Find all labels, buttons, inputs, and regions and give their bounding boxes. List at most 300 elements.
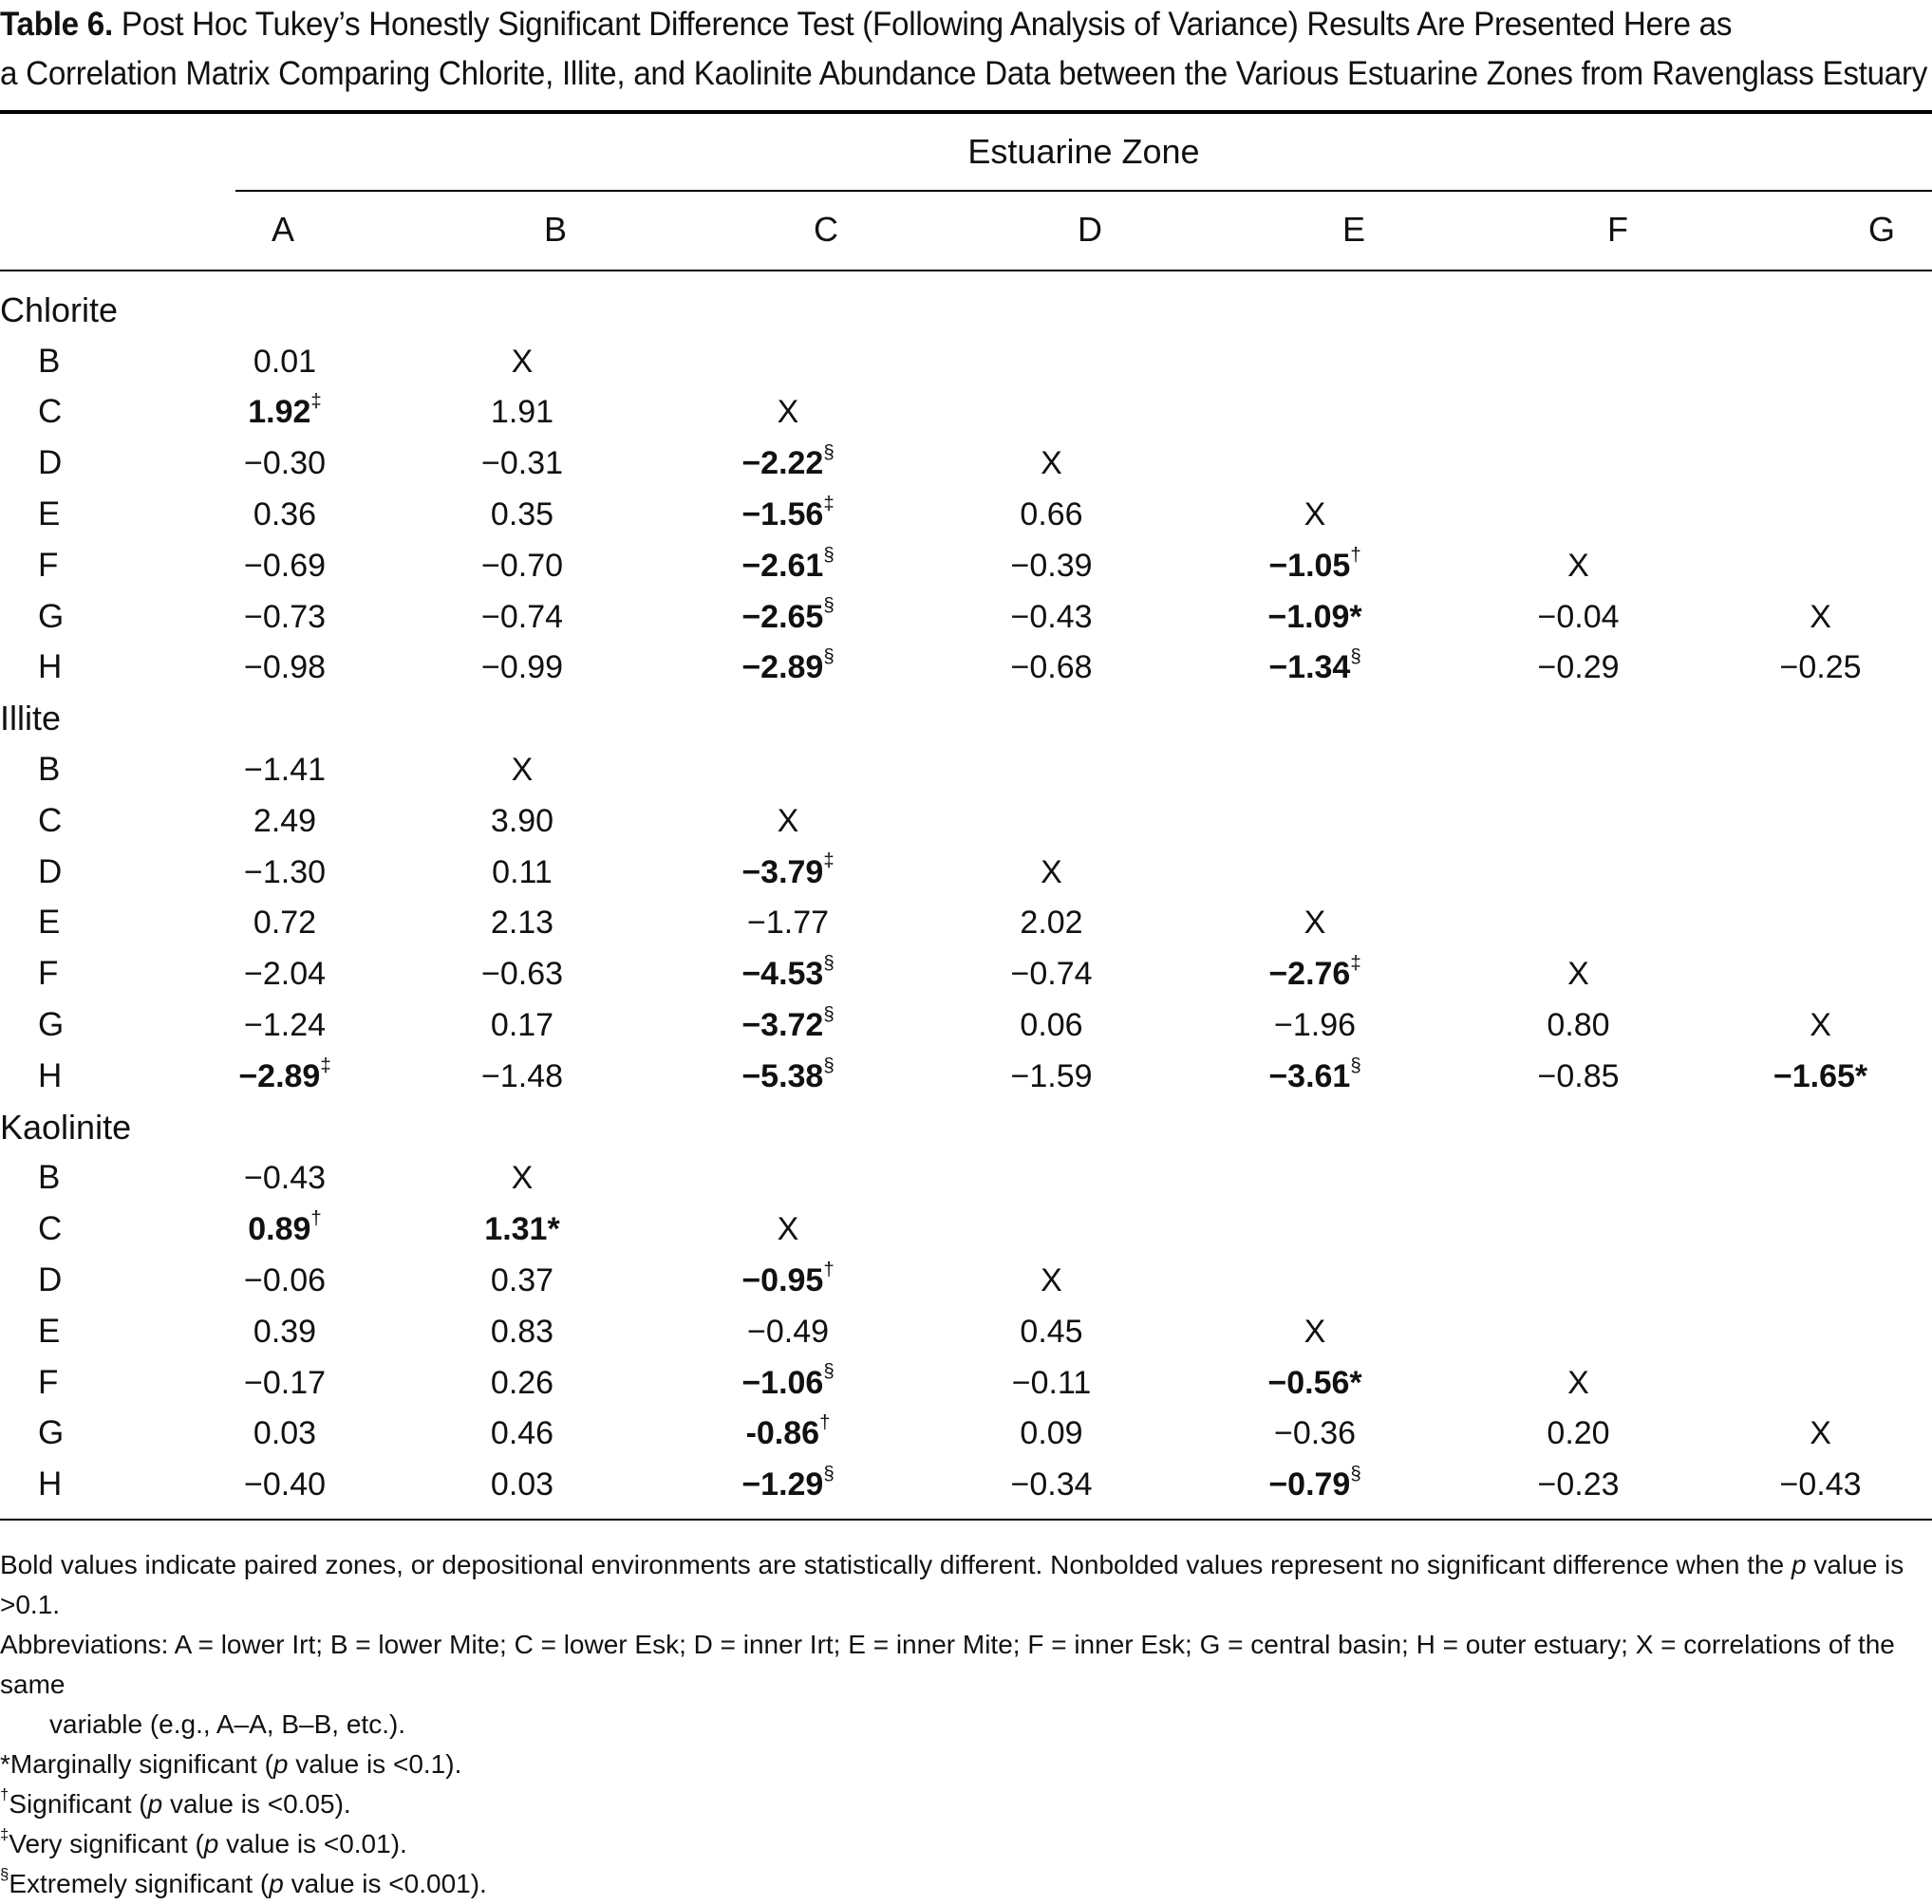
matrix-cell: [921, 1459, 1182, 1510]
cell-value: X: [1041, 445, 1062, 482]
matrix-cell: [1448, 489, 1709, 540]
matrix-cell: [1709, 591, 1932, 643]
matrix-cell: [180, 1306, 389, 1357]
section-label: Chlorite: [0, 289, 119, 329]
section-row-kaolinite: [0, 1102, 1932, 1153]
significance-mark: §: [1350, 1463, 1361, 1484]
matrix-cell: [1709, 898, 1932, 949]
cell-value: 2.02: [1020, 905, 1083, 942]
matrix-cell: [655, 847, 921, 898]
matrix-cell: [389, 643, 655, 694]
table-row: [0, 1255, 1932, 1306]
row-label: H: [38, 1465, 63, 1503]
matrix-cell: [921, 438, 1182, 489]
cell-value: −1.24: [243, 1007, 327, 1044]
cell-value: −1.41: [243, 752, 327, 789]
section-label: Illite: [0, 699, 62, 738]
cell-value: −0.11: [1011, 1364, 1092, 1401]
cell-value: −3.61: [1268, 1057, 1351, 1094]
matrix-cell: [180, 387, 389, 439]
table-row: [0, 1153, 1932, 1204]
cell-value: 0.17: [490, 1007, 554, 1044]
cell-value: 1.31*: [484, 1211, 560, 1248]
column-header-a: A: [271, 210, 294, 249]
cell-value: −1.29: [741, 1466, 824, 1503]
cell-value: −0.29: [1537, 649, 1620, 686]
cell-value: 3.90: [490, 802, 554, 839]
matrix-cell: [180, 1409, 389, 1460]
matrix-cell: [1448, 744, 1709, 795]
cell-value: −1.48: [480, 1057, 564, 1094]
row-label: C: [38, 1210, 63, 1248]
matrix-cell: [180, 948, 389, 999]
cell-value: −0.74: [1010, 956, 1093, 993]
significance-mark: §: [823, 1361, 835, 1383]
column-header-g: G: [1867, 210, 1895, 249]
cell-value: −0.69: [243, 547, 327, 584]
row-label: D: [38, 444, 63, 482]
cell-value: −0.68: [1010, 649, 1093, 686]
matrix-cell: [180, 1357, 389, 1409]
matrix-cell: [389, 744, 655, 795]
matrix-cell: [1709, 1255, 1932, 1306]
cell-value: 0.20: [1547, 1415, 1610, 1452]
row-label: D: [38, 1261, 63, 1299]
significance-mark: ‡: [320, 1055, 331, 1076]
bold-note: Bold values indicate paired zones, or depositional environments are statistically different. Nonbolded values represent no significant difference when the p value is >0.1.: [0, 1550, 1904, 1619]
matrix-cell: [921, 336, 1182, 387]
cell-value: X: [1304, 1313, 1326, 1350]
matrix-cell: [180, 336, 389, 387]
matrix-cell: [389, 948, 655, 999]
matrix-cell: [180, 438, 389, 489]
cell-value: X: [511, 343, 534, 380]
cell-value: 0.03: [253, 1415, 317, 1452]
cell-value: −0.63: [480, 956, 564, 993]
row-label: H: [38, 648, 63, 686]
matrix-cell: [655, 1255, 921, 1306]
cell-value: −0.04: [1537, 598, 1620, 635]
row-label: D: [38, 852, 63, 890]
section-label: Kaolinite: [0, 1107, 132, 1147]
cell-value: −2.76: [1268, 956, 1351, 993]
matrix-cell: [1448, 847, 1709, 898]
matrix-cell: [1709, 540, 1932, 591]
cell-value: −0.34: [1010, 1466, 1093, 1503]
row-label: E: [38, 1312, 61, 1350]
matrix-cell: [1182, 1051, 1448, 1102]
matrix-cell: [921, 489, 1182, 540]
footnotes: [0, 1745, 1932, 1904]
cell-value: −0.25: [1779, 649, 1862, 686]
row-label: B: [38, 342, 61, 380]
matrix-cell: [921, 795, 1182, 847]
matrix-cell: [655, 489, 921, 540]
significance-mark: §: [1350, 646, 1361, 668]
table-row: [0, 1204, 1932, 1255]
matrix-cell: [1709, 999, 1932, 1051]
cell-value: X: [1041, 1262, 1062, 1299]
cell-value: X: [1567, 547, 1589, 584]
matrix-cell: [655, 1357, 921, 1409]
matrix-cell: [921, 1409, 1182, 1460]
matrix-cell: [180, 1051, 389, 1102]
matrix-cell: [1709, 744, 1932, 795]
table-row: [0, 847, 1932, 898]
table-row: [0, 898, 1932, 949]
matrix-cell: [1448, 540, 1709, 591]
significance-mark: §: [823, 544, 835, 566]
matrix-cell: [655, 387, 921, 439]
header-bottom-rule: [0, 270, 1932, 271]
cell-value: −0.49: [746, 1313, 830, 1350]
matrix-cell: [1182, 387, 1448, 439]
cell-value: −0.36: [1273, 1415, 1357, 1452]
table-row: [0, 643, 1932, 694]
cell-value: 0.01: [253, 343, 317, 380]
cell-value: 2.49: [253, 802, 317, 839]
cell-value: -0.86: [745, 1415, 820, 1452]
matrix-cell: [921, 744, 1182, 795]
caption-text-1: Post Hoc Tukey’s Honestly Significant Difference Test (Following Analysis of Variance) Results Are Presented Here as: [121, 6, 1733, 43]
matrix-cell: [1182, 1459, 1448, 1510]
cell-value: X: [1810, 1007, 1831, 1044]
row-label: G: [38, 1006, 65, 1044]
significance-mark: †: [310, 1207, 322, 1229]
cell-value: 1.92: [248, 394, 311, 431]
matrix-cell: [1182, 795, 1448, 847]
cell-value: −2.61: [741, 547, 824, 584]
cell-value: −2.89: [238, 1057, 321, 1094]
footnote-mark: ‡: [0, 1824, 9, 1843]
matrix-cell: [1182, 1255, 1448, 1306]
matrix-cell: [389, 847, 655, 898]
cell-value: −5.38: [741, 1057, 824, 1094]
significance-mark: §: [1350, 1055, 1361, 1076]
cell-value: −0.06: [243, 1262, 327, 1299]
caption-line-2: a Correlation Matrix Comparing Chlorite, Illite, and Kaolinite Abundance Data between the Various Estuarine Zones from Ravenglass Estuary: [0, 55, 1928, 92]
matrix-cell: [389, 1306, 655, 1357]
matrix-cell: [1182, 948, 1448, 999]
cell-value: 0.89: [248, 1211, 311, 1248]
group-header: Estuarine Zone: [967, 132, 1200, 171]
group-header-rule: [235, 190, 1932, 192]
cell-value: −4.53: [741, 956, 824, 993]
matrix-cell: [180, 744, 389, 795]
cell-value: 0.66: [1020, 496, 1083, 533]
cell-value: X: [1304, 905, 1326, 942]
cell-value: −1.34: [1268, 649, 1351, 686]
cell-value: −0.40: [243, 1466, 327, 1503]
footnote: †Significant (p value is <0.05).: [0, 1784, 351, 1819]
cell-value: 0.03: [490, 1466, 554, 1503]
matrix-cell: [655, 795, 921, 847]
cell-value: −0.43: [243, 1160, 327, 1197]
cell-value: −2.65: [741, 598, 824, 635]
matrix-cell: [1448, 1357, 1709, 1409]
matrix-cell: [1182, 847, 1448, 898]
table-row: [0, 948, 1932, 999]
cell-value: −0.31: [480, 445, 564, 482]
significance-mark: ‡: [823, 493, 835, 514]
cell-value: −0.98: [243, 649, 327, 686]
matrix-cell: [389, 1357, 655, 1409]
matrix-cell: [921, 1306, 1182, 1357]
matrix-cell: [1448, 1255, 1709, 1306]
cell-value: −1.59: [1010, 1057, 1093, 1094]
row-label: G: [38, 1414, 65, 1452]
significance-mark: §: [823, 1463, 835, 1484]
matrix-cell: [1448, 1051, 1709, 1102]
cell-value: X: [1810, 598, 1831, 635]
cell-value: −1.30: [243, 853, 327, 890]
matrix-cell: [1182, 1306, 1448, 1357]
cell-value: 1.91: [490, 394, 554, 431]
matrix-cell: [389, 438, 655, 489]
cell-value: X: [777, 394, 799, 431]
matrix-cell: [1709, 1357, 1932, 1409]
cell-value: 0.46: [490, 1415, 554, 1452]
cell-value: 0.37: [490, 1262, 554, 1299]
matrix-cell: [1709, 336, 1932, 387]
matrix-cell: [1448, 336, 1709, 387]
section-row-chlorite: [0, 285, 1932, 336]
table-notes: [0, 1545, 1932, 1904]
significance-mark: §: [823, 1055, 835, 1076]
cell-value: −3.72: [741, 1007, 824, 1044]
row-label: C: [38, 801, 63, 839]
matrix-cell: [1709, 643, 1932, 694]
table-row: [0, 795, 1932, 847]
matrix-cell: [1709, 948, 1932, 999]
cell-value: 0.09: [1020, 1415, 1083, 1452]
cell-value: −1.05: [1268, 547, 1351, 584]
matrix-cell: [1182, 643, 1448, 694]
matrix-cell: [655, 643, 921, 694]
matrix-cell: [921, 1051, 1182, 1102]
matrix-cell: [1709, 1204, 1932, 1255]
cell-value: −0.17: [243, 1364, 327, 1401]
table-row: [0, 591, 1932, 643]
matrix-cell: [1709, 1051, 1932, 1102]
matrix-cell: [389, 387, 655, 439]
matrix-cell: [1182, 336, 1448, 387]
matrix-cell: [389, 1409, 655, 1460]
cell-value: X: [1567, 956, 1589, 993]
matrix-cell: [655, 948, 921, 999]
matrix-cell: [1448, 591, 1709, 643]
matrix-cell: [1182, 489, 1448, 540]
cell-value: −0.70: [480, 547, 564, 584]
cell-value: −1.77: [746, 905, 830, 942]
table-row: [0, 1051, 1932, 1102]
cell-value: 0.45: [1020, 1313, 1083, 1350]
table-row: [0, 1409, 1932, 1460]
matrix-cell: [180, 795, 389, 847]
significance-mark: §: [823, 595, 835, 617]
cell-value: −2.89: [741, 649, 824, 686]
significance-mark: ‡: [823, 850, 835, 872]
matrix-cell: [389, 1153, 655, 1204]
matrix-cell: [1182, 1204, 1448, 1255]
cell-value: 0.83: [490, 1313, 554, 1350]
row-label: E: [38, 904, 61, 942]
cell-value: X: [1304, 496, 1326, 533]
table-bottom-rule: [0, 1519, 1932, 1521]
section-row-illite: [0, 693, 1932, 744]
cell-value: X: [777, 802, 799, 839]
matrix-cell: [180, 489, 389, 540]
matrix-cell: [1709, 795, 1932, 847]
matrix-cell: [1448, 1204, 1709, 1255]
matrix-cell: [180, 999, 389, 1051]
significance-mark: §: [823, 441, 835, 463]
matrix-cell: [389, 999, 655, 1051]
matrix-cell: [1448, 898, 1709, 949]
significance-mark: ‡: [1350, 952, 1361, 974]
matrix-cell: [180, 847, 389, 898]
matrix-cell: [1182, 1409, 1448, 1460]
row-label: E: [38, 495, 61, 533]
column-header-f: F: [1607, 210, 1628, 249]
cell-value: X: [511, 1160, 534, 1197]
matrix-cell: [1448, 1409, 1709, 1460]
table-row: [0, 489, 1932, 540]
cell-value: −0.85: [1537, 1057, 1620, 1094]
footnote-mark: †: [0, 1784, 9, 1803]
matrix-cell: [1182, 438, 1448, 489]
cell-value: 0.06: [1020, 1007, 1083, 1044]
matrix-cell: [655, 744, 921, 795]
cell-value: −0.43: [1010, 598, 1093, 635]
matrix-cell: [1709, 489, 1932, 540]
matrix-cell: [655, 1459, 921, 1510]
matrix-cell: [921, 948, 1182, 999]
significance-mark: †: [1350, 544, 1361, 566]
matrix-cell: [921, 540, 1182, 591]
matrix-cell: [655, 1409, 921, 1460]
matrix-cell: [180, 1255, 389, 1306]
correlation-matrix: [0, 285, 1932, 1510]
matrix-cell: [655, 898, 921, 949]
significance-mark: †: [823, 1259, 835, 1280]
footnote-mark: §: [0, 1864, 9, 1883]
footnote: ‡Very significant (p value is <0.01).: [0, 1824, 407, 1858]
matrix-cell: [921, 387, 1182, 439]
column-header-d: D: [1078, 210, 1102, 249]
matrix-cell: [389, 1255, 655, 1306]
matrix-cell: [389, 591, 655, 643]
matrix-cell: [1709, 438, 1932, 489]
matrix-cell: [1182, 1357, 1448, 1409]
cell-value: −1.96: [1273, 1007, 1357, 1044]
matrix-cell: [1709, 1459, 1932, 1510]
row-label: F: [38, 955, 59, 993]
cell-value: X: [1041, 853, 1062, 890]
matrix-cell: [1709, 1409, 1932, 1460]
row-label: H: [38, 1056, 63, 1094]
significance-mark: †: [819, 1412, 831, 1434]
matrix-cell: [1709, 1153, 1932, 1204]
table-row: [0, 999, 1932, 1051]
cell-value: 2.13: [490, 905, 554, 942]
cell-value: 0.36: [253, 496, 317, 533]
matrix-cell: [655, 591, 921, 643]
cell-value: −0.30: [243, 445, 327, 482]
matrix-cell: [655, 1153, 921, 1204]
matrix-cell: [921, 898, 1182, 949]
table-row: [0, 336, 1932, 387]
row-label: B: [38, 751, 61, 789]
cell-value: −0.99: [480, 649, 564, 686]
matrix-cell: [921, 1153, 1182, 1204]
cell-value: 0.80: [1547, 1007, 1610, 1044]
cell-value: 0.11: [492, 853, 553, 890]
matrix-cell: [180, 643, 389, 694]
matrix-cell: [655, 1204, 921, 1255]
matrix-cell: [1182, 540, 1448, 591]
table-row: [0, 438, 1932, 489]
matrix-cell: [655, 1306, 921, 1357]
matrix-cell: [921, 1357, 1182, 1409]
matrix-cell: [1182, 898, 1448, 949]
table-label: Table 6.: [0, 6, 113, 43]
matrix-cell: [389, 795, 655, 847]
significance-mark: §: [823, 952, 835, 974]
table-row: [0, 744, 1932, 795]
matrix-cell: [389, 489, 655, 540]
matrix-cell: [389, 1051, 655, 1102]
matrix-cell: [180, 898, 389, 949]
matrix-cell: [180, 1204, 389, 1255]
matrix-cell: [1709, 1306, 1932, 1357]
matrix-cell: [1709, 847, 1932, 898]
matrix-cell: [1448, 1306, 1709, 1357]
cell-value: 0.72: [253, 905, 317, 942]
matrix-cell: [180, 1153, 389, 1204]
cell-value: −1.65*: [1773, 1057, 1868, 1094]
matrix-cell: [389, 1459, 655, 1510]
cell-value: −2.22: [741, 445, 824, 482]
table-caption: [0, 0, 1932, 99]
cell-value: −0.23: [1537, 1466, 1620, 1503]
top-rule: [0, 110, 1932, 114]
matrix-cell: [655, 336, 921, 387]
matrix-cell: [655, 540, 921, 591]
significance-mark: §: [823, 1003, 835, 1025]
table-row: [0, 387, 1932, 439]
cell-value: −1.56: [741, 496, 824, 533]
matrix-cell: [180, 1459, 389, 1510]
abbreviations-note-cont: variable (e.g., A–A, B–B, etc.).: [49, 1709, 406, 1739]
matrix-cell: [1709, 387, 1932, 439]
row-label: F: [38, 1363, 59, 1401]
cell-value: −0.39: [1010, 547, 1093, 584]
matrix-cell: [1448, 643, 1709, 694]
cell-value: −1.09*: [1267, 598, 1362, 635]
cell-value: 0.35: [490, 496, 554, 533]
matrix-cell: [1448, 795, 1709, 847]
column-header-b: B: [543, 210, 567, 249]
cell-value: −3.79: [741, 853, 824, 890]
row-label: C: [38, 393, 63, 431]
row-label: G: [38, 597, 65, 635]
cell-value: 0.39: [253, 1313, 317, 1350]
table-row: [0, 1306, 1932, 1357]
matrix-cell: [1182, 999, 1448, 1051]
cell-value: −0.74: [480, 598, 564, 635]
matrix-cell: [921, 847, 1182, 898]
